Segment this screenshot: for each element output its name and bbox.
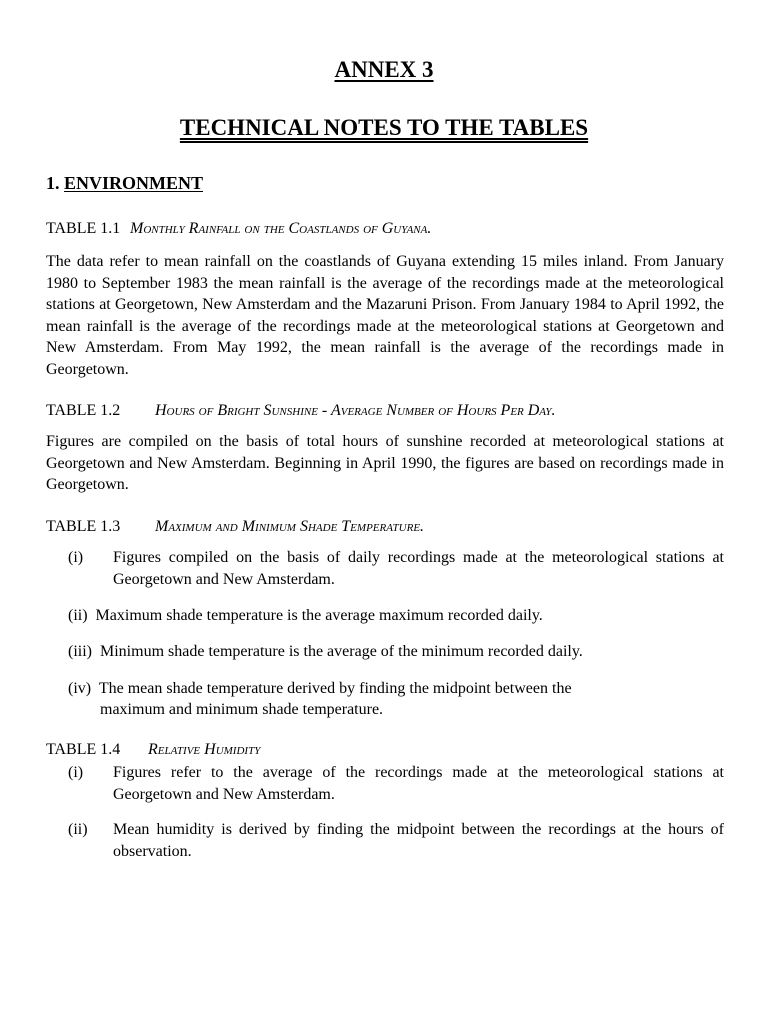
table-number: TABLE 1.2 bbox=[46, 402, 121, 419]
table-1-3-heading bbox=[46, 516, 726, 538]
table-1-4-heading bbox=[46, 739, 726, 761]
table-number: TABLE 1.4 bbox=[46, 741, 121, 758]
list-text: Minimum shade temperature is the average of the minimum recorded daily. bbox=[100, 643, 583, 660]
list-text: Figures compiled on the basis of daily recordings made at the meteorological stations at Georgetown and New Amsterdam. bbox=[113, 549, 724, 588]
list-marker: (iii) bbox=[68, 643, 92, 660]
section-heading bbox=[46, 172, 203, 194]
table-caption: Monthly Rainfall on the Coastlands of Guyana. bbox=[130, 220, 432, 237]
table-1-1-heading bbox=[46, 218, 726, 240]
list-text: The mean shade temperature derived by finding the midpoint between the bbox=[98, 680, 572, 697]
document-title: TECHNICAL NOTES TO THE TABLES bbox=[179, 115, 589, 140]
list-text: Figures refer to the average of the recordings made at the meteorological stations at Georgetown and New Amsterdam. bbox=[113, 764, 724, 803]
list-item bbox=[68, 641, 668, 663]
list-marker: (i) bbox=[68, 764, 84, 781]
table-1-2-heading bbox=[46, 400, 726, 422]
list-text: Maximum shade temperature is the average maximum recorded daily. bbox=[95, 607, 543, 624]
list-marker: (iv) bbox=[68, 680, 92, 697]
table-number: TABLE 1.3 bbox=[46, 518, 121, 535]
section-title: ENVIRONMENT bbox=[64, 173, 204, 193]
list-marker: (ii) bbox=[68, 607, 88, 624]
table-caption: Hours of Bright Sunshine - Average Number of Hours Per Day. bbox=[155, 402, 556, 419]
list-item bbox=[68, 678, 668, 700]
list-marker: (ii) bbox=[68, 821, 88, 838]
table-caption: Relative Humidity bbox=[148, 741, 261, 758]
table-number: TABLE 1.1 bbox=[46, 220, 121, 237]
section-number: 1. bbox=[46, 173, 60, 193]
list-text: Mean humidity is derived by finding the midpoint between the recordings at the hours of observation. bbox=[113, 821, 724, 860]
table-1-1-note: The data refer to mean rainfall on the coastlands of Guyana extending 15 miles inland. From January 1980 to September 1983 the mean rainfall is the average of the recordings made at the meteorological stations at Georgetown, New Amsterdam and the Mazaruni Prison. From January 1984 to April 1992, the mean rainfall is the average of the recordings made at the meteorological stations at Georgetown and New Amsterdam. From May 1992, the mean rainfall is the average of the recordings made in Georgetown. bbox=[46, 253, 724, 378]
list-marker: (i) bbox=[68, 549, 84, 566]
list-item-continuation: maximum and minimum shade temperature. bbox=[100, 701, 384, 718]
annex-heading: ANNEX 3 bbox=[334, 57, 434, 82]
table-1-2-note: Figures are compiled on the basis of total hours of sunshine recorded at meteorological stations at Georgetown and New Amsterdam. Beginning in April 1990, the figures are based on recordings made in Georgetown. bbox=[46, 433, 724, 493]
list-item bbox=[68, 605, 668, 627]
table-caption: Maximum and Minimum Shade Temperature. bbox=[155, 518, 425, 535]
